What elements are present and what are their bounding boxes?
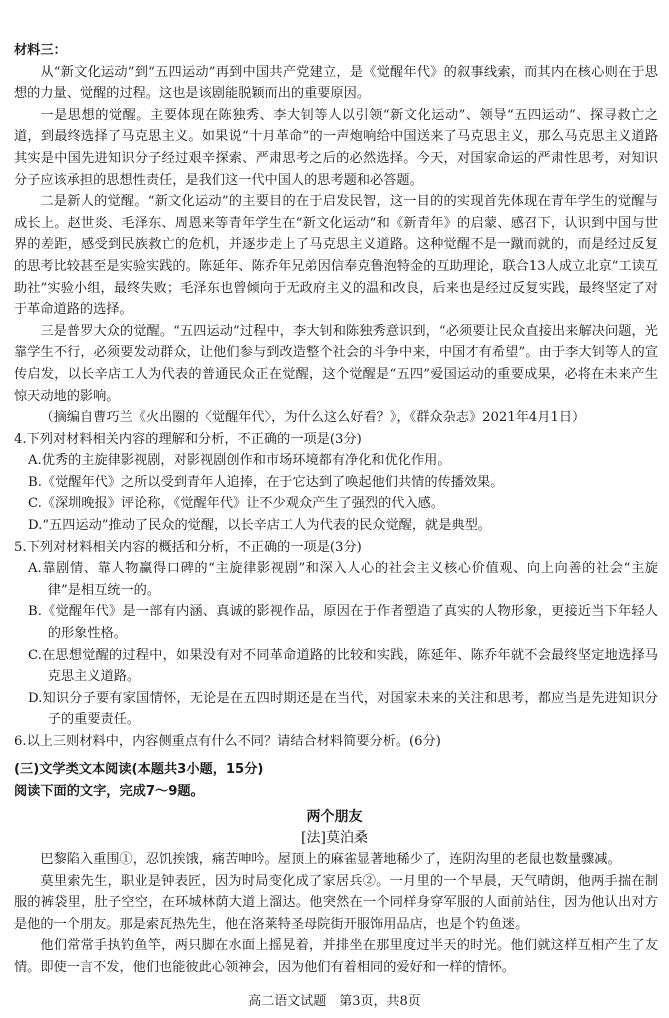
section-3-heading: (三)文学类文本阅读(本题共3小题，15分) [14, 762, 264, 777]
question-4-option-d: D.“五四运动”推动了民众的觉醒，以长辛店工人为代表的民众觉醒，就是典型。 [28, 518, 491, 534]
section-3-header [14, 759, 658, 802]
material-3-paragraph: 三是普罗大众的觉醒。“五四运动”过程中，李大钊和陈独秀意识到，“必须要让民众直接出来解决问题，光靠学生不行，必须要发动群众，让他们参与到改造整个社会的斗争中来，中国才有希望”。由于李大钊等人的宣传启发，以长辛店工人为代表的普通民众正在觉醒，这个觉醒是“五四”爱国运动的重要成果，必将在未来产生惊天动地的影响。 [14, 323, 658, 404]
material-3-source: （摘编自曹巧兰《火出圈的〈觉醒年代〉，为什么这么好看？》，《群众杂志》2021年4月1日） [40, 410, 586, 426]
story-paragraph: 莫里索先生，职业是钟表匠，因为时局变化成了家居兵②。一月里的一个早晨，天气晴朗，他两手揣在制服的裤袋里，肚子空空，在环城林荫大道上溜达。他突然在一个同样身穿军服的人面前站住，因为他认出对方是他的一个朋友。那是索瓦热先生，他在洛莱特圣母院街开服饰用品店，也是个钓鱼迷。 [14, 873, 658, 932]
question-5-stem: 5.下列对材料相关内容的概括和分析，不正确的一项是(3分) [14, 539, 362, 555]
material-3-heading: 材料三： [14, 43, 67, 58]
story-author: [法]莫泊桑 [301, 830, 368, 846]
question-5-option-a: A.靠剧情、靠人物赢得口碑的“主旋律影视剧”和深入人心的社会主义核心价值观、向上向善的社会“主旋律”是相互统一的。 [28, 561, 658, 598]
section-3-instruction: 阅读下面的文字，完成7～9题。 [14, 783, 204, 799]
story-title: 两个朋友 [306, 809, 363, 825]
story-paragraph: 他们常常手执钓鱼竿，两只脚在水面上摇晃着，并排坐在那里度过半天的时光。他们就这样互相产生了友情。即使一言不发，他们也能彼此心领神会，因为他们有着相同的爱好和一样的情怀。 [14, 938, 658, 975]
question-4-option-b: B.《觉醒年代》之所以受到青年人追捧，在于它达到了唤起他们共情的传播效果。 [28, 474, 504, 490]
question-4-option-c: C.《深圳晚报》评论称，《觉醒年代》让不少观众产生了强烈的代入感。 [28, 496, 445, 512]
question-4-option-a: A.优秀的主旋律影视剧，对影视剧创作和市场环境都有净化和优化作用。 [28, 453, 451, 469]
story-paragraph: 巴黎陷入重围①，忍饥挨饿，痛苦呻吟。屋顶上的麻雀显著地稀少了，连阴沟里的老鼠也数量骤减。 [40, 852, 621, 867]
question-5-option-c: C.在思想觉醒的过程中，如果没有对不同革命道路的比较和实践，陈延年、陈乔年就不会最终坚定地选择马克思主义道路。 [28, 647, 658, 685]
question-5-option-b: B.《觉醒年代》是一部有内涵、真诚的影视作品，原因在于作者塑造了真实的人物形象，更接近当下年轻人的形象性格。 [28, 604, 658, 642]
material-3-paragraph: 一是思想的觉醒。主要体现在陈独秀、李大钊等人以引领“新文化运动”、领导“五四运动”、探寻救亡之道，到最终选择了马克思主义。如果说“十月革命”的一声炮响给中国送来了马克思主义，那么马克思主义道路其实是中国先进知识分子经过艰辛探索、严肃思考之后的必然选择。今天，对国家命运的严肃性思考，对知识分子应该承担的思想性责任，是我们这一代中国人的思考题和必答题。 [14, 107, 658, 188]
material-3-paragraph: 从“新文化运动”到“五四运动”再到中国共产党建立，是《觉醒年代》的叙事线索，而其内在核心则在于思想的力量、觉醒的过程。这也是该剧能脱颖而出的重要原因。 [14, 64, 658, 102]
story-text [14, 849, 658, 979]
question-4-stem: 4.下列对材料相关内容的理解和分析，不正确的一项是(3分) [14, 431, 362, 447]
question-5-option-d: D.知识分子要有家国情怀，无论是在五四时期还是在当代，对国家未来的关注和思考，都应当是先进知识分子的重要责任。 [28, 690, 658, 728]
material-3-paragraph: 二是新人的觉醒。“新文化运动”的主要目的在于启发民智，这一目的的实现首先体现在青年学生的觉醒与成长上。赵世炎、毛泽东、周恩来等青年学生在“新文化运动”和《新青年》的启蒙、感召下，认识到中国与世界的差距，感受到民族救亡的危机，并逐步走上了马克思主义道路。这种觉醒不是一蹴而就的，而是经过反复的思考比较甚至是实验实践的。陈延年、陈乔年兄弟因信奉克鲁泡特金的互助理论，联合13人成立北京“工读互助社”实验小组，最终失败；毛泽东也曾倾向于无政府主义的温和改良，后来也是经过反复实践，最终坚定了对于革命道路的选择。 [14, 194, 658, 318]
page-footer: 高二语文试题 第3页，共8页 [248, 994, 421, 1009]
question-6-stem: 6.以上三则材料中，内容侧重点有什么不同？请结合材料简要分析。(6分) [14, 734, 441, 749]
material-3-section [14, 40, 658, 753]
